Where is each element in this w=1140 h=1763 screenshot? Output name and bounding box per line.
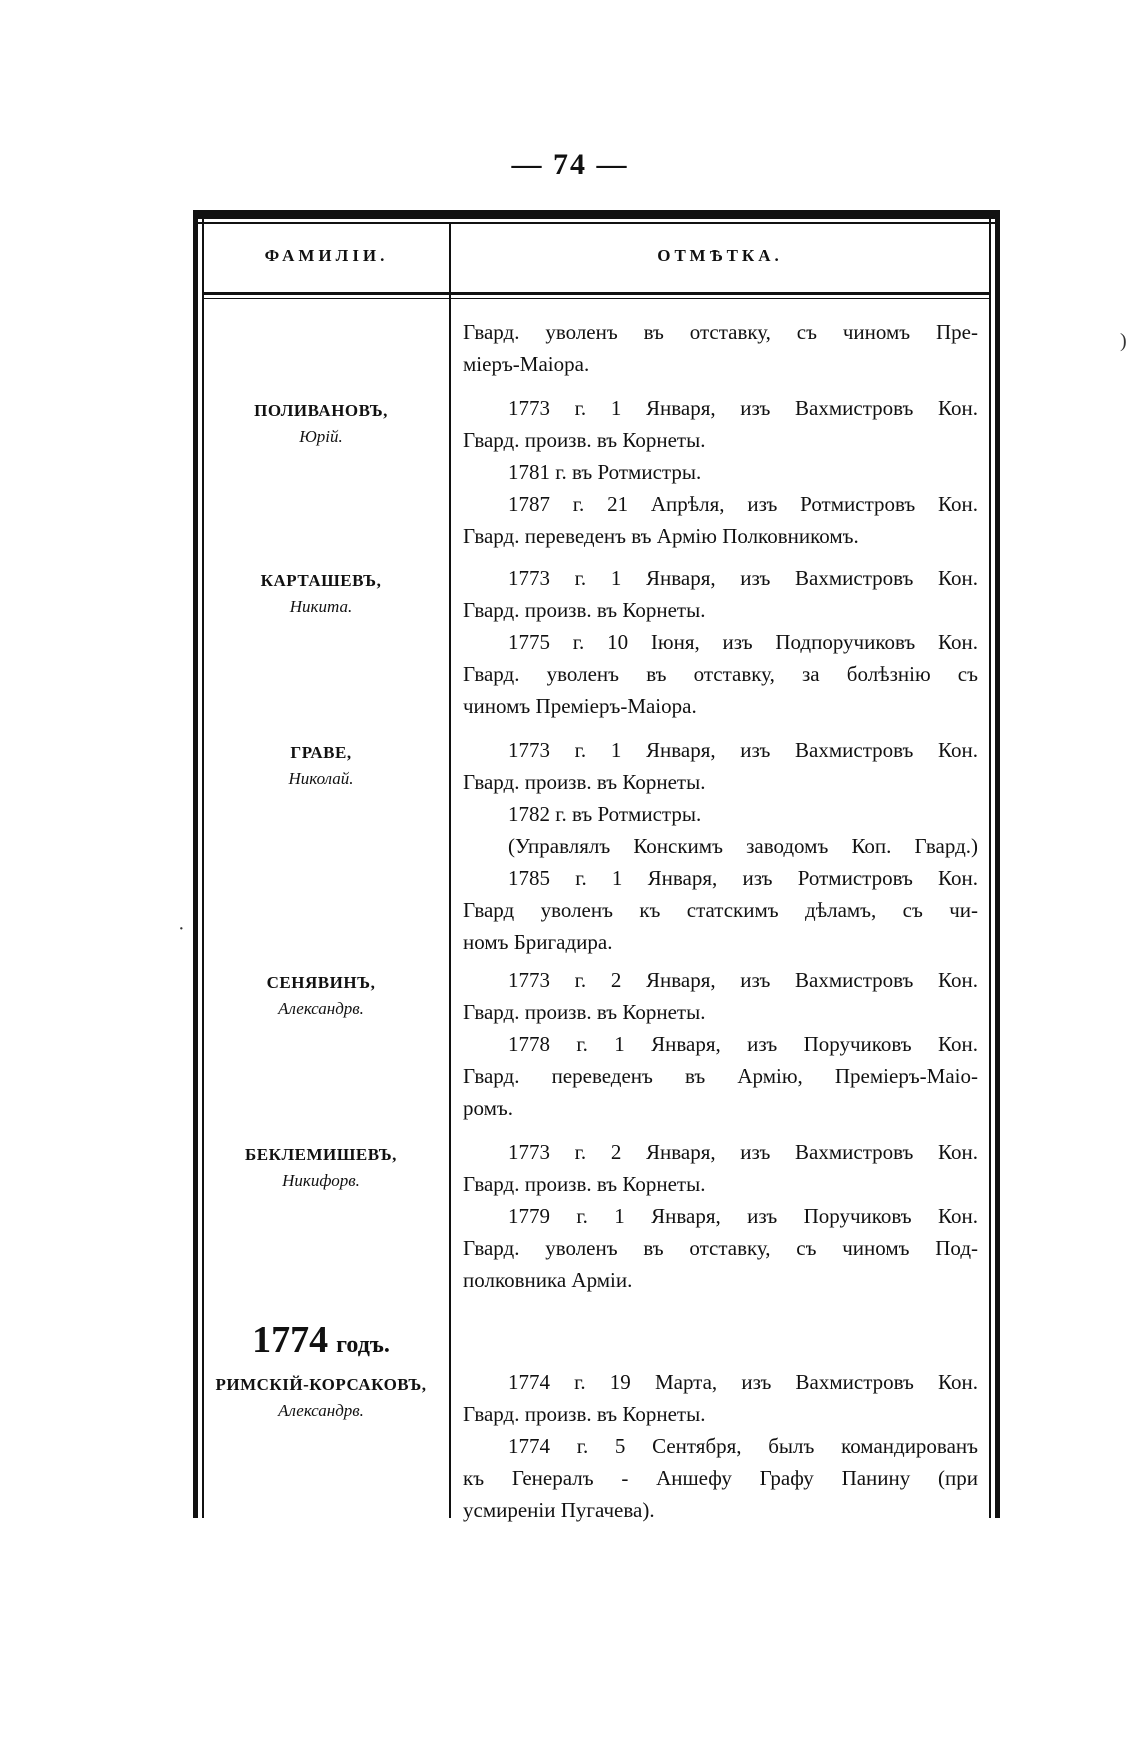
note-line: міеръ-Маіора. [463, 352, 590, 376]
note-line: 1778 г. 1 Января, изъ Поручиковъ Кон. [508, 1032, 978, 1056]
name-entry [193, 568, 449, 620]
note-line: 1773 г. 1 Января, изъ Вахмистровъ Кон. [508, 396, 978, 420]
header-rule [204, 292, 989, 295]
note-line: Гвард. уволенъ въ отставку, за болѣзнію съ [463, 662, 978, 686]
note-line: 1775 г. 10 Іюня, изъ Подпоручиковъ Кон. [508, 630, 978, 654]
note-line: 1774 г. 5 Сентября, былъ командированъ [508, 1434, 978, 1458]
note-line: Гвард. произв. въ Корнеты. [463, 1172, 706, 1196]
note-line: 1787 г. 21 Апрѣля, изъ Ротмистровъ Кон. [508, 492, 978, 516]
frame-right-rule [995, 210, 1000, 1518]
note-line: Гвард уволенъ къ статскимъ дѣламъ, съ чи- [463, 898, 978, 922]
name-entry [193, 970, 449, 1022]
note-line: номъ Бригадира. [463, 930, 613, 954]
name-entry [193, 1372, 449, 1424]
note-line: Гвард. произв. въ Корнеты. [463, 598, 706, 622]
note-line: усмиренiи Пугачева). [463, 1498, 655, 1522]
name-entry [193, 398, 449, 450]
note-line: 1773 г. 1 Января, изъ Вахмистровъ Кон. [508, 738, 978, 762]
surname: ГРАВЕ, [290, 743, 352, 762]
margin-mark: · [178, 918, 185, 940]
note-line: Гвард. переведенъ въ Армію, Премiеръ-Маiо- [463, 1064, 978, 1088]
header-rule-thin [204, 298, 989, 299]
name-entry [193, 1142, 449, 1194]
given-name: Никифорв. [282, 1171, 360, 1190]
column-header-names: ФАМИЛІИ. [264, 246, 389, 265]
surname: КАРТАШЕВЪ, [260, 571, 382, 590]
note-line: 1774 г. 19 Марта, изъ Вахмистровъ Кон. [508, 1370, 978, 1394]
column-header-notes: ОТМѢТКА. [657, 246, 783, 265]
given-name: Юрій. [299, 427, 343, 446]
page-number: — 74 — [511, 148, 629, 181]
name-entry [193, 740, 449, 792]
frame-top-rule [193, 210, 1000, 219]
surname: БЕКЛЕМИШЕВЪ, [245, 1145, 397, 1164]
surname: РИМСКІЙ-КОРСАКОВЪ, [215, 1375, 427, 1394]
surname: СЕНЯВИНЪ, [266, 973, 376, 992]
given-name: Никита. [289, 597, 353, 616]
frame-top-thin-rule [193, 222, 1000, 224]
note-line: 1781 г. въ Ротмистры. [508, 460, 702, 484]
note-line: (Управлялъ Конскимъ заводомъ Коп. Гвард.) [508, 834, 978, 858]
note-line: Гвард. уволенъ въ отставку, съ чиномъ Пре- [463, 320, 978, 344]
note-line: Гвард. уволенъ въ отставку, съ чиномъ Под- [463, 1236, 978, 1260]
note-line: 1779 г. 1 Января, изъ Поручиковъ Кон. [508, 1204, 978, 1228]
note-line: 1785 г. 1 Января, изъ Ротмистровъ Кон. [508, 866, 978, 890]
column-divider [449, 224, 451, 1518]
surname: ПОЛИВАНОВЪ, [254, 401, 388, 420]
note-line: 1773 г. 2 Января, изъ Вахмистровъ Кон. [508, 1140, 978, 1164]
year-heading [193, 1318, 449, 1362]
note-line: полковника Арміи. [463, 1268, 633, 1292]
note-line: чиномъ Премiеръ-Маiора. [463, 694, 697, 718]
note-line: ромъ. [463, 1096, 513, 1120]
note-line: 1773 г. 2 Января, изъ Вахмистровъ Кон. [508, 968, 978, 992]
note-line: Гвард. произв. въ Корнеты. [463, 1402, 706, 1426]
year-number: 1774 [252, 1319, 329, 1361]
frame-right-thin-rule [989, 210, 991, 1518]
year-word: годъ. [336, 1332, 390, 1358]
note-line: Гвард. произв. въ Корнеты. [463, 770, 706, 794]
note-line: Гвард. произв. въ Корнеты. [463, 1000, 706, 1024]
note-line: 1773 г. 1 Января, изъ Вахмистровъ Кон. [508, 566, 978, 590]
note-line: 1782 г. въ Ротмистры. [508, 802, 702, 826]
given-name: Николай. [288, 769, 354, 788]
margin-mark: ) [1120, 330, 1127, 352]
given-name: Александрв. [278, 999, 364, 1018]
note-line: къ Генералъ - Аншефу Графу Панину (при [463, 1466, 978, 1490]
given-name: Александрв. [278, 1401, 364, 1420]
note-line: Гвард. произв. въ Корнеты. [463, 428, 706, 452]
note-line: Гвард. переведенъ въ Армію Полковникомъ. [463, 524, 859, 548]
